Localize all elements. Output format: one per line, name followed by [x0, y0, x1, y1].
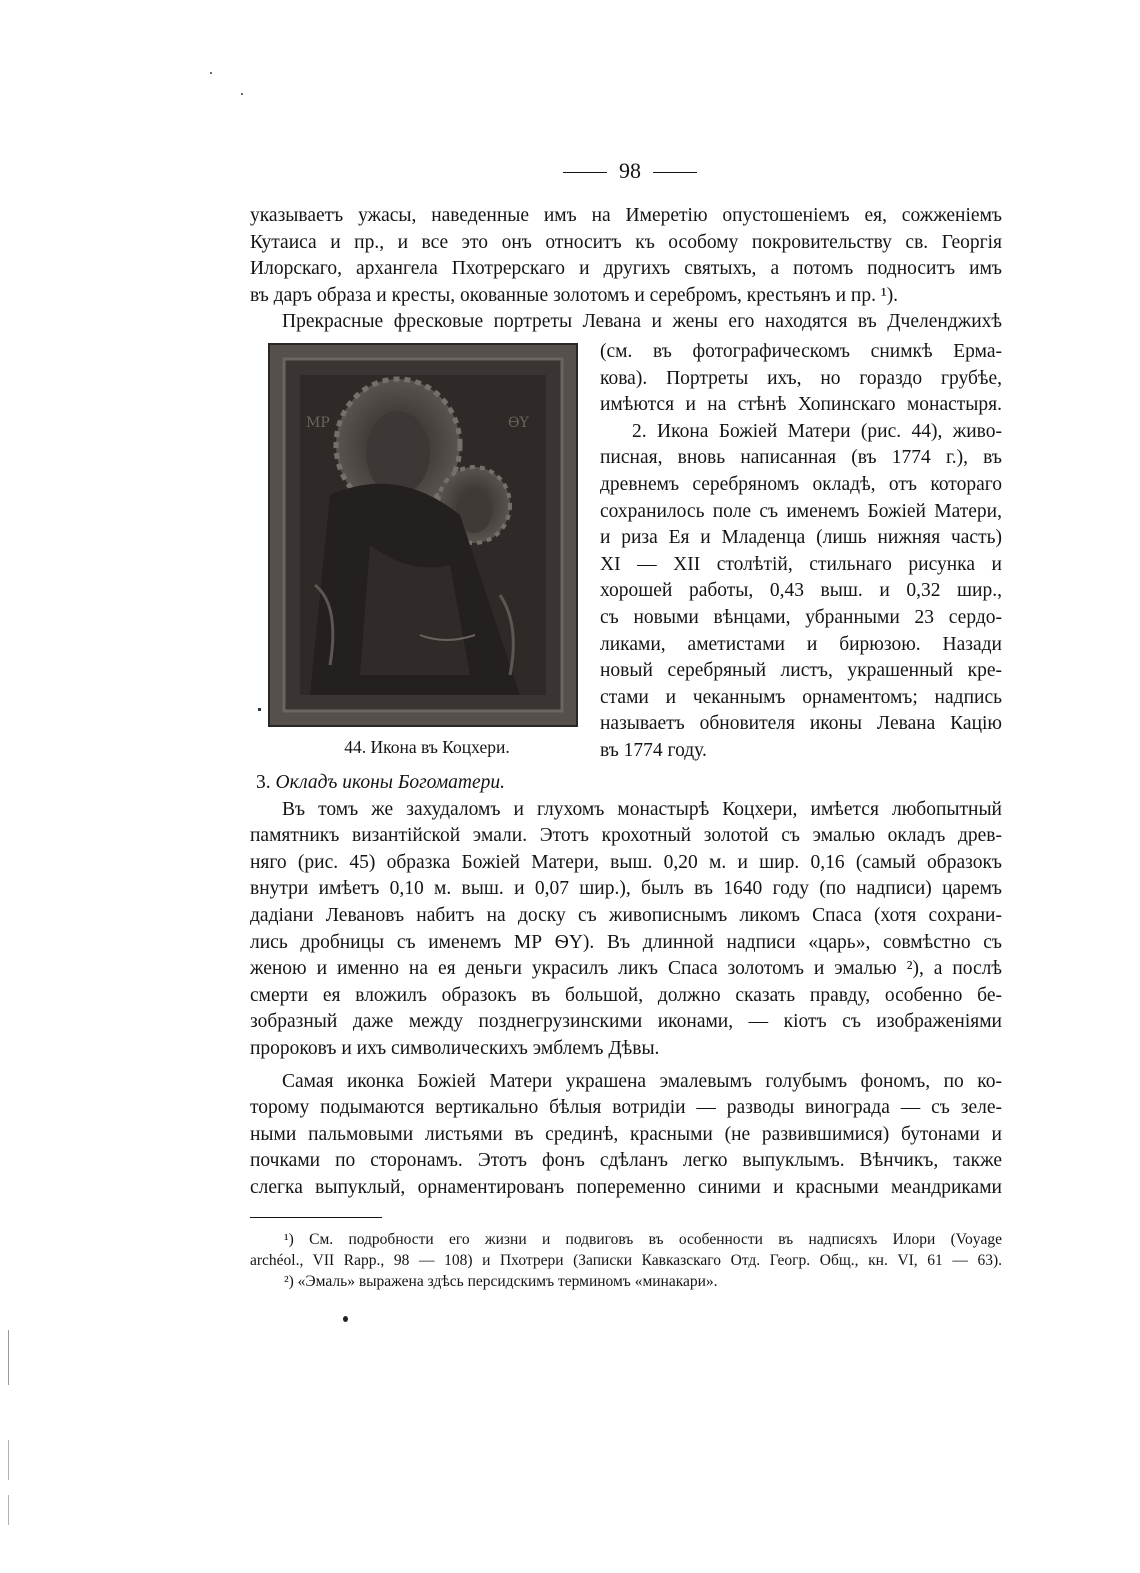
text-line: называетъ обновителя иконы Левана Кацію [600, 713, 1002, 735]
text-line: лись дробницы съ именемъ МР ѲY). Въ длинной надписи «царь», совмѣстно съ [250, 931, 1002, 953]
text-line: указываетъ ужасы, наведенные имъ на Имеретію опустошеніемъ ея, сожженіемъ [250, 205, 1002, 226]
footnote-rule [250, 1217, 382, 1218]
text-line: пророковъ и ихъ символическихъ эмблемъ Дѣвы. [250, 1037, 660, 1059]
icon-inscription-left: МР [306, 415, 330, 431]
text-line: имѣются и на стѣнѣ Хопинскаго монастыря. [600, 394, 1002, 416]
text-line: женою и именно на ея деньги украсилъ ликъ Спаса золотомъ и эмалью ²), а послѣ [250, 958, 1002, 980]
icon-photograph-image [270, 345, 576, 725]
text-line: и риза Ея и Младенца (лишь нижняя часть) [600, 527, 1002, 549]
text-line: древнемъ серебряномъ окладѣ, отъ котораго [600, 473, 1002, 495]
scan-speck [210, 72, 212, 74]
figure-caption: 44. Икона въ Коцхери. [344, 737, 510, 757]
text-line: почками по сторонамъ. Этотъ фонъ сдѣланъ легко выпуклымъ. Вѣнчикъ, также [250, 1150, 1002, 1172]
top-paragraph [250, 203, 1002, 336]
text-line: няго (рис. 45) образка Божіей Матери, выш. 0,20 м. и шир. 0,16 (самый образокъ [250, 851, 1002, 873]
text-line: новый серебряный листъ, украшенный кре- [600, 660, 1002, 682]
text-line: XI — XII столѣтій, стильнаго рисунка и [600, 553, 1002, 575]
section-number: 3. [256, 772, 271, 793]
scan-edge-line [8, 1495, 9, 1525]
footnote-line: ¹) См. подробности его жизни и подвиговъ въ особенности въ надписяхъ Илори (Voyage [284, 1231, 1002, 1248]
text-line: Кутаиса и пр., и все это онъ относитъ къ особому покровительству св. Георгія [250, 231, 1002, 253]
icon-photograph [268, 343, 578, 727]
text-line: дадіани Левановъ набитъ на доску съ живописнымъ ликомъ Спаса (хотя сохрани- [250, 904, 1002, 926]
text-line: ными пальмовыми листьями въ срединѣ, красными (не развившимися) бутонами и [250, 1123, 1002, 1145]
text-line: въ 1774 году. [600, 739, 707, 761]
text-line: 2. Икона Божіей Матери (рис. 44), живо- [632, 420, 1002, 442]
paragraph-enamel-description [250, 1069, 1002, 1202]
text-line: (см. въ фотографическомъ снимкѣ Ерма- [600, 341, 1002, 362]
text-line: съ новыми вѣнцами, убранными 23 сердо- [600, 606, 1002, 628]
side-paragraph [600, 339, 1002, 765]
scan-speck [343, 1316, 348, 1322]
text-line: торому подымаются вертикально бѣлыя вотридіи — разводы винограда — съ зеле- [250, 1097, 1002, 1119]
section-title: Окладъ иконы Богоматери. [275, 772, 505, 793]
page-number [550, 157, 710, 185]
text-line: въ даръ образа и кресты, окованные золотомъ и серебромъ, крестьянъ и пр. ¹). [250, 284, 899, 306]
text-line: слегка выпуклый, орнаментированъ попеременно синими и красными меандриками [250, 1176, 1002, 1198]
text-line: ликами, аметистами и бирюзою. Назади [600, 633, 1002, 655]
icon-inscription-right: ѲY [508, 415, 529, 431]
scan-edge-line [8, 1330, 9, 1385]
paragraph-enamel-frame [250, 797, 1002, 1063]
text-line: Прекрасные фресковые портреты Левана и жены его находятся въ Дчеленджихѣ [282, 311, 1002, 333]
text-line: писная, вновь написанная (въ 1774 г.), въ [600, 447, 1002, 469]
text-line: Самая иконка Божіей Матери украшена эмалевымъ голубымъ фономъ, по ко- [282, 1070, 1002, 1092]
page-number-rule-right [653, 172, 697, 173]
footnotes [250, 1229, 1002, 1292]
text-line: зобразный даже между позднегрузинскими иконами, — кіотъ съ изображеніями [250, 1011, 1002, 1033]
text-line: сохранилось поле съ именемъ Божіей Матери, [600, 500, 1002, 522]
text-line: Въ томъ же захудаломъ и глухомъ монастырѣ Коцхери, имѣется любопытный [282, 798, 1002, 820]
text-line: внутри имѣетъ 0,10 м. выш. и 0,07 шир.), былъ въ 1640 году (по надписи) царемъ [250, 878, 1002, 900]
page-number-rule-left [563, 172, 607, 173]
scan-speck [258, 708, 261, 711]
text-line: памятникъ византійской эмали. Этотъ крохотный золотой съ эмалью окладъ древ- [250, 825, 1002, 847]
section-heading [250, 770, 1002, 797]
page-number-text: 98 [619, 158, 641, 183]
text-line: хорошей работы, 0,43 выш. и 0,32 шир., [600, 580, 1002, 602]
scan-speck [241, 93, 243, 95]
scan-edge-line [8, 1440, 9, 1480]
section-body [250, 770, 1002, 1202]
text-line: Илорскаго, архангела Пхотрерскаго и другихъ святыхъ, а потомъ подноситъ имъ [250, 258, 1002, 280]
text-line: стами и чеканнымъ орнаментомъ; надпись [600, 686, 1002, 708]
footnote-line: ²) «Эмаль» выражена здѣсь персидскимъ терминомъ «минакари». [284, 1273, 718, 1290]
text-line: смерти ея вложилъ образокъ въ большой, должно сказать правду, особенно бе- [250, 984, 1002, 1006]
footnote-line: archéol., VII Rapp., 98 — 108) и Пхотрери (Записки Кавказскаго Отд. Геогр. Общ., кн. VI, 61 — 63). [250, 1252, 1002, 1269]
text-line: кова). Портреты ихъ, но гораздо грубѣе, [600, 367, 1002, 389]
